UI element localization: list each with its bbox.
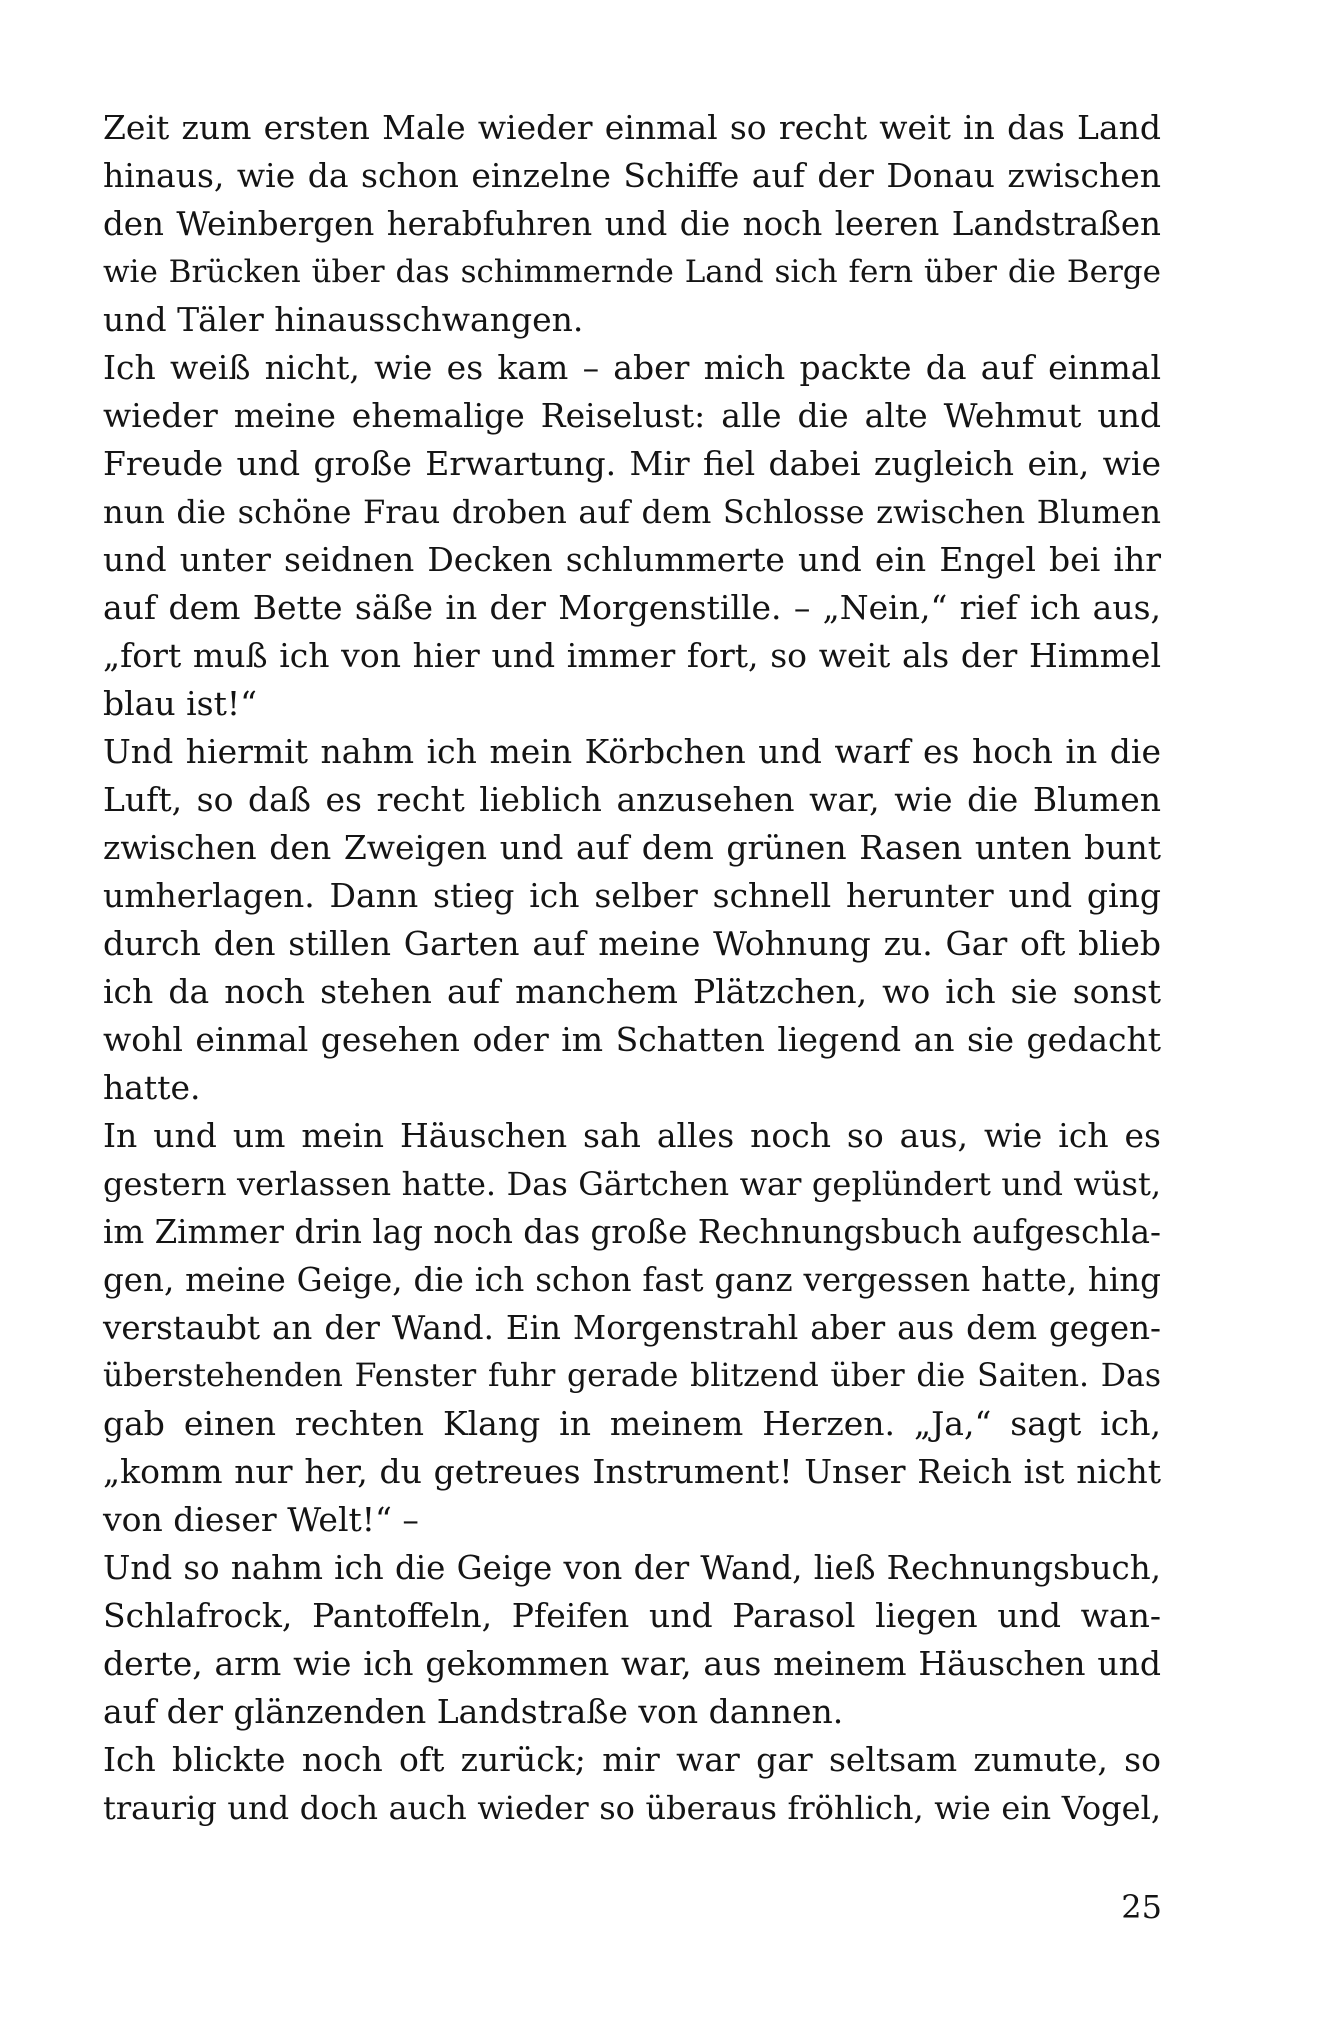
text-line: Luft, so daß es recht lieblich anzusehen war, wie die Blumen [103, 780, 1161, 819]
text-line: verstaubt an der Wand. Ein Morgenstrahl aber aus dem gegen- [103, 1309, 1161, 1347]
text-line: derte, arm wie ich gekommen war, aus meinem Häuschen und [103, 1644, 1161, 1683]
text-line: Freude und große Erwartung. Mir fiel dabei zugleich ein, wie [103, 444, 1161, 483]
text-line: Ich blickte noch oft zurück; mir war gar seltsam zumute, so [103, 1740, 1161, 1779]
text-line: den Weinbergen herabfuhren und die noch leeren Landstraßen [103, 205, 1161, 243]
body-text [103, 104, 1161, 1832]
text-line: Schlafrock, Pantoffeln, Pfeifen und Parasol liegen und wan- [103, 1596, 1161, 1635]
text-line: In und um mein Häuschen sah alles noch so aus, wie ich es [103, 1116, 1161, 1155]
text-line: überstehenden Fenster fuhr gerade blitzend über die Saiten. Das [103, 1358, 1161, 1394]
text-line: gab einen rechten Klang in meinem Herzen. „Ja,“ sagt ich, [103, 1404, 1161, 1443]
text-line: ich da noch stehen auf manchem Plätzchen, wo ich sie sonst [103, 972, 1161, 1011]
text-line: Und hiermit nahm ich mein Körbchen und warf es hoch in die [103, 732, 1161, 771]
text-line: auf der glänzenden Landstraße von dannen. [103, 1692, 844, 1731]
text-line: von dieser Welt!“ – [103, 1500, 419, 1539]
text-line: traurig und doch auch wieder so überaus fröhlich, wie ein Vogel, [103, 1789, 1161, 1827]
text-line: hinaus, wie da schon einzelne Schiffe auf der Donau zwischen [103, 156, 1161, 195]
text-line: und unter seidnen Decken schlummerte und ein Engel bei ihr [103, 540, 1161, 579]
text-line: hatte. [103, 1068, 201, 1107]
text-line: gen, meine Geige, die ich schon fast ganz vergessen hatte, hing [103, 1261, 1161, 1299]
text-line: durch den stillen Garten auf meine Wohnung zu. Gar oft blieb [103, 924, 1161, 963]
text-line: gestern verlassen hatte. Das Gärtchen war geplündert und wüst, [103, 1165, 1161, 1203]
text-line: blau ist!“ [103, 684, 257, 723]
text-line: auf dem Bette säße in der Morgenstille. – „Nein,“ rief ich aus, [103, 588, 1161, 627]
text-line: „komm nur her, du getreues Instrument! Unser Reich ist nicht [103, 1452, 1161, 1491]
text-line: Zeit zum ersten Male wieder einmal so recht weit in das Land [103, 108, 1161, 147]
text-line: im Zimmer drin lag noch das große Rechnungsbuch aufgeschla- [103, 1213, 1161, 1251]
text-line: wohl einmal gesehen oder im Schatten liegend an sie gedacht [103, 1020, 1161, 1059]
text-line: und Täler hinausschwangen. [103, 300, 584, 339]
text-line: wie Brücken über das schimmernde Land sich fern über die Berge [103, 254, 1161, 290]
text-line: zwischen den Zweigen und auf dem grünen Rasen unten bunt [103, 828, 1161, 867]
text-line: umherlagen. Dann stieg ich selber schnell herunter und ging [103, 876, 1161, 915]
text-line: „fort muß ich von hier und immer fort, so weit als der Himmel [103, 636, 1161, 675]
text-line: Ich weiß nicht, wie es kam – aber mich packte da auf einmal [103, 348, 1161, 387]
page-number: 25 [1121, 1888, 1162, 1926]
text-line: nun die schöne Frau droben auf dem Schlosse zwischen Blumen [103, 493, 1161, 531]
text-line: wieder meine ehemalige Reiselust: alle die alte Wehmut und [103, 396, 1161, 435]
text-line: Und so nahm ich die Geige von der Wand, ließ Rechnungsbuch, [103, 1549, 1161, 1587]
